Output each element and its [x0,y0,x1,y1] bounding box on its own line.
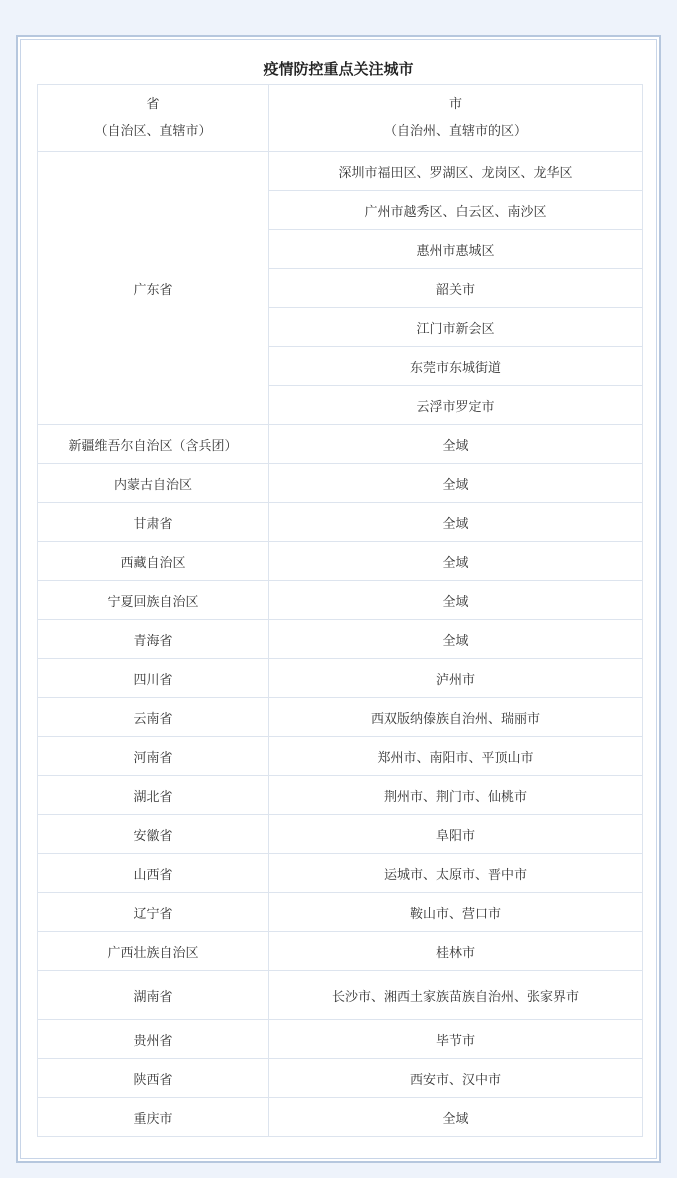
province-cell: 西藏自治区 [38,542,269,581]
city-cell: 泸州市 [269,659,643,698]
city-cell: 惠州市惠城区 [269,230,643,269]
province-cell: 内蒙古自治区 [38,464,269,503]
city-cell: 毕节市 [269,1020,643,1059]
table-row [38,542,643,581]
table-row [38,815,643,854]
city-cell: 鞍山市、营口市 [269,893,643,932]
city-cell: 荆州市、荆门市、仙桃市 [269,776,643,815]
table-row [38,854,643,893]
province-cell: 陕西省 [38,1059,269,1098]
table-row [38,464,643,503]
city-cell: 云浮市罗定市 [269,386,643,425]
header-province-line2: （自治区、直辖市） [94,124,212,139]
province-cell: 广西壮族自治区 [38,932,269,971]
table-row [38,1020,643,1059]
table-row [38,152,643,191]
table-row [38,1098,643,1137]
table-row [38,659,643,698]
city-cell: 全域 [269,503,643,542]
table-row [38,776,643,815]
table-row [38,425,643,464]
city-cell: 东莞市东城街道 [269,347,643,386]
province-cell: 河南省 [38,737,269,776]
province-cell: 山西省 [38,854,269,893]
city-cell: 全域 [269,1098,643,1137]
city-cell: 全域 [269,620,643,659]
city-cell: 全域 [269,425,643,464]
city-cell: 桂林市 [269,932,643,971]
province-cell: 湖北省 [38,776,269,815]
province-cell: 云南省 [38,698,269,737]
header-city-line2: （自治州、直辖市的区） [383,124,527,139]
city-cell: 全域 [269,542,643,581]
city-cell: 深圳市福田区、罗湖区、龙岗区、龙华区 [269,152,643,191]
province-cell: 青海省 [38,620,269,659]
province-cell: 重庆市 [38,1098,269,1137]
city-cell: 全域 [269,581,643,620]
page-title: 疫情防控重点关注城市 [263,60,414,78]
city-cell: 江门市新会区 [269,308,643,347]
city-cell: 郑州市、南阳市、平顶山市 [269,737,643,776]
city-cell: 运城市、太原市、晋中市 [269,854,643,893]
table-header-row [38,85,643,152]
table-row [38,737,643,776]
header-province-line1: 省 [146,97,160,112]
table-row [38,893,643,932]
header-city [269,85,643,152]
city-cell: 阜阳市 [269,815,643,854]
table-row [38,698,643,737]
province-cell: 贵州省 [38,1020,269,1059]
province-cell: 湖南省 [38,971,269,1020]
inner-frame [20,39,657,1159]
table-row [38,581,643,620]
province-cell: 甘肃省 [38,503,269,542]
table-row [38,932,643,971]
province-cell: 安徽省 [38,815,269,854]
city-cell: 西双版纳傣族自治州、瑞丽市 [269,698,643,737]
outer-frame [16,35,661,1163]
header-city-line1: 市 [448,97,462,112]
province-cell: 宁夏回族自治区 [38,581,269,620]
city-cell: 韶关市 [269,269,643,308]
table-row [38,971,643,1020]
focus-cities-table [37,84,643,1137]
province-cell: 辽宁省 [38,893,269,932]
city-cell: 广州市越秀区、白云区、南沙区 [269,191,643,230]
table-row [38,503,643,542]
header-province [38,85,269,152]
city-cell: 全域 [269,464,643,503]
province-cell: 新疆维吾尔自治区（含兵团） [38,425,269,464]
table-row [38,1059,643,1098]
city-cell: 西安市、汉中市 [269,1059,643,1098]
city-cell: 长沙市、湘西土家族苗族自治州、张家界市 [269,971,643,1020]
table-row [38,620,643,659]
province-cell: 四川省 [38,659,269,698]
province-cell: 广东省 [38,152,269,425]
